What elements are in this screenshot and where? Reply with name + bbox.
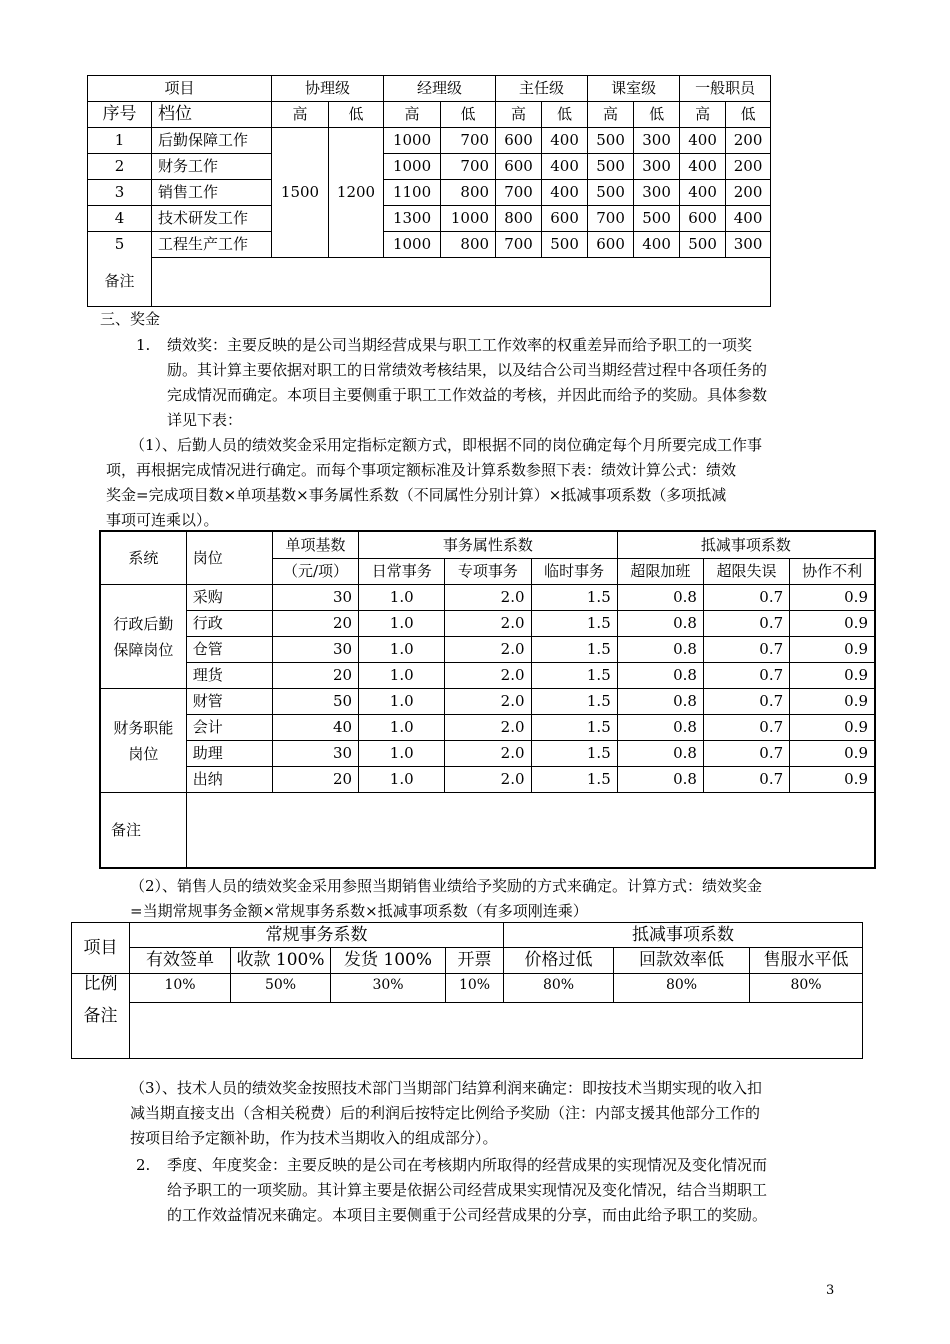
- row-post: 仓管: [186, 637, 272, 663]
- cell-value: 0.8: [617, 689, 703, 715]
- header-deduct: 抵减事项系数: [504, 923, 863, 948]
- para-line: （3）、技术人员的绩效奖金按照技术部门当期部门结算利润来确定：即按技术当期实现的收入扣: [130, 1079, 763, 1097]
- sub-header: 发货 100%: [331, 948, 446, 974]
- cell-value: 1.0: [359, 741, 445, 767]
- row-seq: 4: [88, 206, 152, 232]
- cell-value: 1.0: [359, 715, 445, 741]
- group-name-line: 保障岗位: [113, 640, 174, 659]
- item1-line: 绩效奖：主要反映的是公司当期经营成果与职工工作效率的权重差异而给予职工的一项奖: [167, 336, 753, 354]
- page-number: 3: [826, 1283, 835, 1298]
- cell-value: 1.0: [359, 663, 445, 689]
- item2-number: 2.: [136, 1156, 151, 1174]
- table-row: [88, 180, 771, 206]
- cell-value: 1.5: [531, 715, 617, 741]
- cell-value: 0.9: [790, 585, 875, 611]
- row-base: 20: [272, 663, 358, 689]
- table-row: [72, 974, 863, 1003]
- cell-value: 0.7: [703, 715, 789, 741]
- header-low: 低: [441, 102, 496, 128]
- cell-value: 2.0: [445, 689, 531, 715]
- cell-value: 1.0: [359, 611, 445, 637]
- group-name: [100, 689, 186, 793]
- cell-value: 1.0: [359, 689, 445, 715]
- header-item: 项目: [72, 923, 130, 974]
- row-job: 财务工作: [152, 154, 272, 180]
- header-base-unit: （元/项）: [272, 559, 358, 585]
- header-post: 岗位: [186, 531, 272, 585]
- cell-value: 0.9: [790, 663, 875, 689]
- row-base: 40: [272, 715, 358, 741]
- cell-value: 0.7: [703, 663, 789, 689]
- cell-value: 300: [634, 154, 680, 180]
- row-job: 销售工作: [152, 180, 272, 206]
- sub-header: 开票: [446, 948, 504, 974]
- sub-header: 有效签单: [130, 948, 231, 974]
- table-row: [100, 715, 875, 741]
- cell-value: 1.5: [531, 741, 617, 767]
- cell-value: 200: [726, 128, 771, 154]
- row-post: 出纳: [186, 767, 272, 793]
- cell-value: 400: [726, 206, 771, 232]
- cell-value: 1.0: [359, 637, 445, 663]
- cell-value: 800: [441, 180, 496, 206]
- row-seq: 1: [88, 128, 152, 154]
- cell-value: 0.7: [703, 585, 789, 611]
- header-high: 高: [496, 102, 542, 128]
- row-base: 30: [272, 585, 358, 611]
- header-low: 低: [634, 102, 680, 128]
- assist-high-value: 1500: [272, 128, 329, 258]
- remark-cell: [186, 793, 875, 869]
- row-seq: 3: [88, 180, 152, 206]
- cell-value: 600: [542, 206, 588, 232]
- header-attr: 事务属性系数: [359, 531, 618, 559]
- table-row: [88, 128, 771, 154]
- cell-value: 0.9: [790, 767, 875, 793]
- row-post: 理货: [186, 663, 272, 689]
- header-base: 单项基数: [272, 531, 358, 559]
- cell-value: 0.8: [617, 741, 703, 767]
- item2-line: 的工作效益情况来确定。本项目主要侧重于公司经营成果的分享，而由此给予职工的奖励。: [167, 1206, 768, 1224]
- cell-value: 0.7: [703, 767, 789, 793]
- para-line: 事项可连乘以）。: [106, 511, 219, 529]
- cell-value: 1.5: [531, 637, 617, 663]
- sub-header: 超限失误: [703, 559, 789, 585]
- sub-header: 价格过低: [504, 948, 614, 974]
- cell-value: 30%: [331, 974, 446, 1003]
- table-row: [88, 154, 771, 180]
- header-high: 高: [588, 102, 634, 128]
- row-base: 30: [272, 741, 358, 767]
- row-job: 后勤保障工作: [152, 128, 272, 154]
- header-high: 高: [680, 102, 726, 128]
- row-seq: 5: [88, 232, 152, 258]
- header-staff-level: 一般职员: [680, 76, 771, 102]
- cell-value: 1.0: [359, 585, 445, 611]
- cell-value: 500: [680, 232, 726, 258]
- cell-value: 2.0: [445, 767, 531, 793]
- cell-value: 1000: [384, 154, 441, 180]
- cell-value: 2.0: [445, 715, 531, 741]
- para-line: 奖金=完成项目数×单项基数×事务属性系数（不同属性分别计算）×抵减事项系数（多项抵减: [106, 486, 727, 504]
- para-line: 按项目给予定额补助，作为技术当期收入的组成部分）。: [130, 1129, 498, 1147]
- para-line: 项，再根据完成情况进行确定。而每个事项定额标准及计算系数参照下表：绩效计算公式：绩效: [106, 461, 737, 479]
- cell-value: 0.8: [617, 585, 703, 611]
- cell-value: 0.8: [617, 715, 703, 741]
- remark-label: 备注: [100, 793, 186, 869]
- row-base: 50: [272, 689, 358, 715]
- cell-value: 700: [496, 180, 542, 206]
- table-row: [100, 611, 875, 637]
- cell-value: 800: [496, 206, 542, 232]
- cell-value: 0.7: [703, 689, 789, 715]
- sales-table: [71, 922, 863, 1059]
- cell-value: 1100: [384, 180, 441, 206]
- cell-value: 0.7: [703, 637, 789, 663]
- cell-value: 300: [634, 180, 680, 206]
- cell-value: 50%: [231, 974, 331, 1003]
- assist-low-value: 1200: [329, 128, 384, 258]
- cell-value: 1.5: [531, 663, 617, 689]
- cell-value: 0.8: [617, 611, 703, 637]
- table-row: [100, 637, 875, 663]
- cell-value: 500: [588, 154, 634, 180]
- header-regular: 常规事务系数: [130, 923, 504, 948]
- header-system: 系统: [100, 531, 186, 585]
- cell-value: 1000: [384, 232, 441, 258]
- table-row: [100, 689, 875, 715]
- cell-value: 0.8: [617, 767, 703, 793]
- performance-table: [99, 530, 876, 869]
- cell-value: 600: [496, 128, 542, 154]
- remark-cell: [130, 1002, 863, 1059]
- cell-value: 1.5: [531, 585, 617, 611]
- sub-header: 售服水平低: [750, 948, 863, 974]
- header-grade: 档位: [152, 102, 272, 128]
- row-post: 助理: [186, 741, 272, 767]
- row-base: 20: [272, 767, 358, 793]
- sub-header: 协作不利: [790, 559, 875, 585]
- sub-header: 临时事务: [531, 559, 617, 585]
- cell-value: 10%: [446, 974, 504, 1003]
- table-row: [100, 741, 875, 767]
- cell-value: 0.7: [703, 741, 789, 767]
- cell-value: 400: [680, 180, 726, 206]
- cell-value: 0.8: [617, 637, 703, 663]
- header-seq: 序号: [88, 102, 152, 128]
- item2-line: 季度、年度奖金：主要反映的是公司在考核期内所取得的经营成果的实现情况及变化情况而: [167, 1156, 768, 1174]
- row-post: 财管: [186, 689, 272, 715]
- cell-value: 0.9: [790, 611, 875, 637]
- cell-value: 300: [634, 128, 680, 154]
- para-line: =当期常规事务金额×常规事务系数×抵减事项系数（有多项刚连乘）: [130, 902, 588, 920]
- item1-number: 1.: [136, 336, 151, 354]
- cell-value: 500: [634, 206, 680, 232]
- table-row: [100, 767, 875, 793]
- cell-value: 2.0: [445, 741, 531, 767]
- header-deduct: 抵减事项系数: [617, 531, 875, 559]
- cell-value: 800: [441, 232, 496, 258]
- cell-value: 0.9: [790, 741, 875, 767]
- group-name: [100, 585, 186, 689]
- cell-value: 1.5: [531, 611, 617, 637]
- header-low: 低: [726, 102, 771, 128]
- cell-value: 200: [726, 180, 771, 206]
- cell-value: 1000: [441, 206, 496, 232]
- cell-value: 400: [542, 180, 588, 206]
- cell-value: 80%: [504, 974, 614, 1003]
- cell-value: 1.5: [531, 689, 617, 715]
- cell-value: 200: [726, 154, 771, 180]
- sub-header: 收款 100%: [231, 948, 331, 974]
- group-name-line: 行政后勤: [113, 614, 174, 633]
- para-line: （2）、销售人员的绩效奖金采用参照当期销售业绩给予奖励的方式来确定。计算方式：绩效奖金: [130, 877, 763, 895]
- remark-cell: [152, 258, 771, 307]
- item2-line: 给予职工的一项奖励。其计算主要是依据公司经营成果实现情况及变化情况，结合当期职工: [167, 1181, 768, 1199]
- item1-line: 完成情况而确定。本项目主要侧重于职工工作效益的考核，并因此而给予的奖励。具体参数: [167, 386, 768, 404]
- cell-value: 500: [588, 128, 634, 154]
- header-director-level: 主任级: [496, 76, 588, 102]
- sub-header: 专项事务: [445, 559, 531, 585]
- cell-value: 1.5: [531, 767, 617, 793]
- cell-value: 700: [496, 232, 542, 258]
- cell-value: 700: [588, 206, 634, 232]
- header-low: 低: [329, 102, 384, 128]
- cell-value: 80%: [614, 974, 750, 1003]
- cell-value: 2.0: [445, 663, 531, 689]
- para-line: （1）、后勤人员的绩效奖金采用定指标定额方式，即根据不同的岗位确定每个月所要完成工作事: [130, 436, 763, 454]
- cell-value: 400: [680, 154, 726, 180]
- cell-value: 600: [496, 154, 542, 180]
- item1-line: 详见下表：: [167, 411, 243, 429]
- cell-value: 700: [441, 154, 496, 180]
- header-assist-level: 协理级: [272, 76, 384, 102]
- row-post: 行政: [186, 611, 272, 637]
- cell-value: 700: [441, 128, 496, 154]
- cell-value: 2.0: [445, 637, 531, 663]
- cell-value: 0.9: [790, 637, 875, 663]
- table-row: [100, 585, 875, 611]
- para-line: 减当期直接支出（含相关税费）后的利润后按特定比例给予奖励（注：内部支援其他部分工作的: [130, 1104, 761, 1122]
- cell-value: 500: [588, 180, 634, 206]
- sub-header: 回款效率低: [614, 948, 750, 974]
- header-high: 高: [384, 102, 441, 128]
- cell-value: 600: [588, 232, 634, 258]
- cell-value: 0.8: [617, 663, 703, 689]
- cell-value: 500: [542, 232, 588, 258]
- row-base: 30: [272, 637, 358, 663]
- header-manager-level: 经理级: [384, 76, 496, 102]
- cell-value: 2.0: [445, 585, 531, 611]
- cell-value: 300: [726, 232, 771, 258]
- row-label: 比例: [72, 974, 130, 1003]
- cell-value: 2.0: [445, 611, 531, 637]
- cell-value: 80%: [750, 974, 863, 1003]
- cell-value: 1000: [384, 128, 441, 154]
- cell-value: 1300: [384, 206, 441, 232]
- cell-value: 10%: [130, 974, 231, 1003]
- remark-label: 备注: [88, 258, 152, 307]
- item1-line: 励。其计算主要依据对职工的日常绩效考核结果，以及结合公司当期经营过程中各项任务的: [167, 361, 768, 379]
- cell-value: 0.9: [790, 689, 875, 715]
- row-job: 技术研发工作: [152, 206, 272, 232]
- header-section-level: 课室级: [588, 76, 680, 102]
- sub-header: 超限加班: [617, 559, 703, 585]
- row-seq: 2: [88, 154, 152, 180]
- header-low: 低: [542, 102, 588, 128]
- cell-value: 400: [542, 128, 588, 154]
- group-name-line: 财务职能: [113, 718, 174, 737]
- sub-header: 日常事务: [359, 559, 445, 585]
- row-post: 采购: [186, 585, 272, 611]
- table-row: [88, 206, 771, 232]
- cell-value: 0.7: [703, 611, 789, 637]
- group-name-line: 岗位: [128, 744, 159, 763]
- cell-value: 400: [542, 154, 588, 180]
- table-row: [88, 232, 771, 258]
- section-title: 三、奖金: [100, 310, 161, 328]
- remark-label: 备注: [72, 1002, 130, 1059]
- row-post: 会计: [186, 715, 272, 741]
- row-job: 工程生产工作: [152, 232, 272, 258]
- row-base: 20: [272, 611, 358, 637]
- cell-value: 400: [634, 232, 680, 258]
- table-row: [100, 663, 875, 689]
- cell-value: 0.9: [790, 715, 875, 741]
- cell-value: 400: [680, 128, 726, 154]
- salary-table: [87, 75, 771, 307]
- cell-value: 600: [680, 206, 726, 232]
- header-high: 高: [272, 102, 329, 128]
- header-item: 项目: [88, 76, 272, 102]
- cell-value: 1.0: [359, 767, 445, 793]
